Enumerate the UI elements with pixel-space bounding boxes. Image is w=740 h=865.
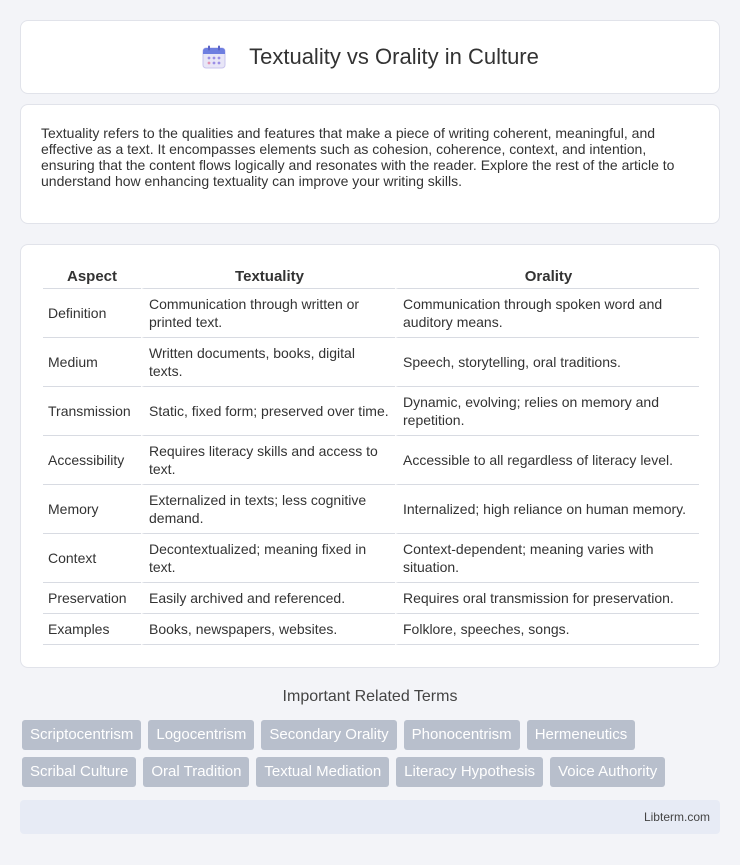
row-orality: Accessible to all regardless of literacy level. <box>395 436 699 485</box>
row-textuality: Books, newspapers, websites. <box>141 614 395 645</box>
table-row <box>43 614 699 645</box>
header-orality: Orality <box>395 265 699 289</box>
calendar-icon <box>201 44 227 70</box>
tag-textual-mediation[interactable]: Textual Mediation <box>256 757 389 787</box>
row-textuality: Externalized in texts; less cognitive demand. <box>141 485 395 534</box>
footer-site-link[interactable]: Libterm.com <box>643 810 710 824</box>
comparison-table <box>43 265 699 645</box>
row-orality: Context-dependent; meaning varies with situation. <box>395 534 699 583</box>
table-row <box>43 387 699 436</box>
row-aspect: Definition <box>43 289 141 338</box>
row-aspect: Examples <box>43 614 141 645</box>
header-aspect: Aspect <box>43 265 141 289</box>
intro-text: Textuality refers to the qualities and features that make a piece of writing coherent, meaningful, and effective as a text. It encompasses elements such as cohesion, coherence, context, and intention, ensuring that the content flows logically and resonates with the reader. Explore the rest of the article to understand how enhancing textuality can improve your writing skills. <box>41 125 675 189</box>
row-orality: Speech, storytelling, oral traditions. <box>395 338 699 387</box>
tag-literacy-hypothesis[interactable]: Literacy Hypothesis <box>396 757 543 787</box>
tag-row <box>22 757 722 787</box>
tag-secondary-orality[interactable]: Secondary Orality <box>261 720 396 750</box>
tag-phonocentrism[interactable]: Phonocentrism <box>404 720 520 750</box>
row-aspect: Context <box>43 534 141 583</box>
row-aspect: Preservation <box>43 583 141 614</box>
row-textuality: Static, fixed form; preserved over time. <box>141 387 395 436</box>
related-terms-tags <box>22 720 722 794</box>
row-aspect: Transmission <box>43 387 141 436</box>
tag-voice-authority[interactable]: Voice Authority <box>550 757 665 787</box>
table-row <box>43 289 699 338</box>
row-textuality: Written documents, books, digital texts. <box>141 338 395 387</box>
table-row <box>43 436 699 485</box>
intro-card <box>20 104 720 224</box>
row-aspect: Accessibility <box>43 436 141 485</box>
row-orality: Communication through spoken word and auditory means. <box>395 289 699 338</box>
row-orality: Dynamic, evolving; relies on memory and repetition. <box>395 387 699 436</box>
header-card <box>20 20 720 94</box>
row-textuality: Easily archived and referenced. <box>141 583 395 614</box>
footer <box>20 800 720 834</box>
tag-logocentrism[interactable]: Logocentrism <box>148 720 254 750</box>
tag-scribal-culture[interactable]: Scribal Culture <box>22 757 136 787</box>
row-aspect: Memory <box>43 485 141 534</box>
table-header-row <box>43 265 699 289</box>
row-orality: Internalized; high reliance on human memory. <box>395 485 699 534</box>
tag-row <box>22 720 722 750</box>
tag-hermeneutics[interactable]: Hermeneutics <box>527 720 636 750</box>
row-textuality: Requires literacy skills and access to text. <box>141 436 395 485</box>
row-textuality: Decontextualized; meaning fixed in text. <box>141 534 395 583</box>
header-textuality: Textuality <box>141 265 395 289</box>
row-aspect: Medium <box>43 338 141 387</box>
related-terms-title: Important Related Terms <box>282 688 458 705</box>
table-row <box>43 534 699 583</box>
row-orality: Folklore, speeches, songs. <box>395 614 699 645</box>
page-title: Textuality vs Orality in Culture <box>249 44 539 69</box>
table-row <box>43 338 699 387</box>
table-row <box>43 583 699 614</box>
tag-scriptocentrism[interactable]: Scriptocentrism <box>22 720 141 750</box>
row-orality: Requires oral transmission for preservation. <box>395 583 699 614</box>
tag-oral-tradition[interactable]: Oral Tradition <box>143 757 249 787</box>
row-textuality: Communication through written or printed text. <box>141 289 395 338</box>
table-row <box>43 485 699 534</box>
comparison-card <box>20 244 720 668</box>
